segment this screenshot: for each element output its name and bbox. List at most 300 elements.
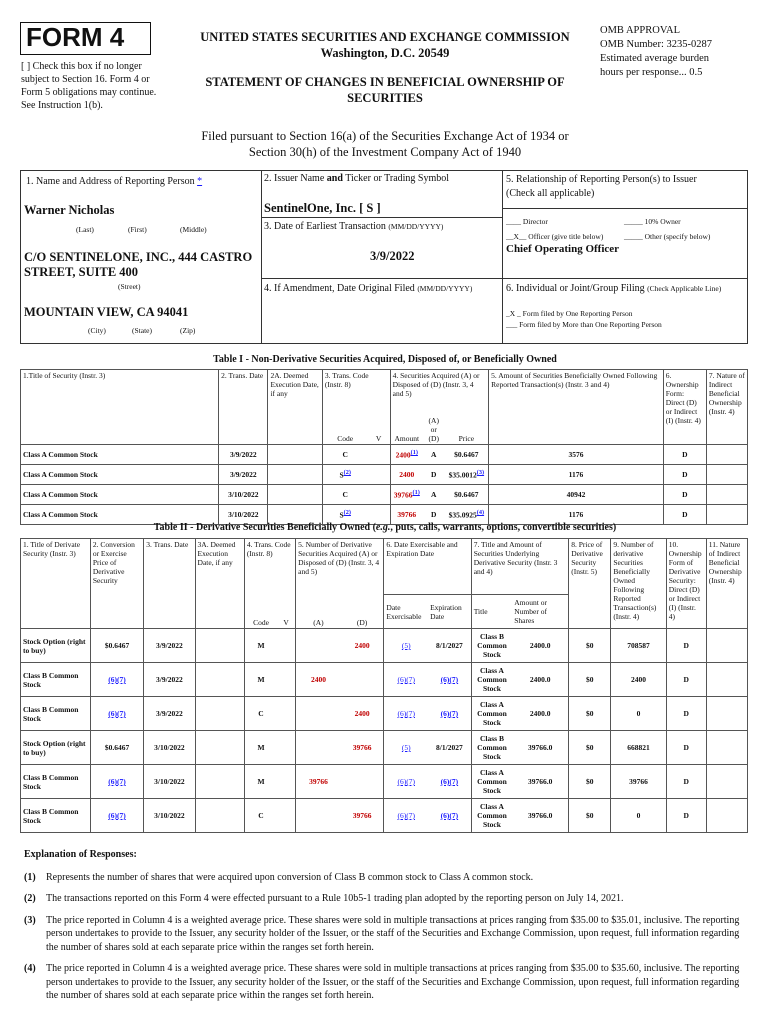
t1-subheader-code: Code <box>322 415 367 445</box>
t2-subheader-code: Code <box>244 595 277 629</box>
t2-cell-expiration <box>428 765 471 799</box>
sec-heading-line2: Washington, D.C. 20549 <box>320 46 450 60</box>
t1-header-date: 2. Trans. Date <box>219 370 268 445</box>
t2-cell-expiration <box>428 629 471 663</box>
t2-cell-date: 3/10/2022 <box>144 765 195 799</box>
box4-label <box>264 283 472 294</box>
footnote-number: (2) <box>24 893 36 904</box>
table1-row <box>21 484 748 504</box>
t2-cell-form: D <box>666 629 706 663</box>
earliest-transaction-date: 3/9/2022 <box>370 249 415 263</box>
t2-cell-nature <box>706 697 747 731</box>
t2-cell-v <box>277 663 295 697</box>
table2-row <box>21 663 748 697</box>
t1-amount-value: 39766 <box>397 509 417 519</box>
box3-label-small: (MM/DD/YYYY) <box>388 222 444 231</box>
t2-cell-date: 3/9/2022 <box>144 629 195 663</box>
t2-expiration-footnote-link[interactable]: (6)(7) <box>440 811 459 820</box>
t1-cell-code <box>322 444 367 464</box>
t1-cell-code <box>322 504 367 524</box>
t2-cell-deemed <box>195 697 244 731</box>
t2-cell-form: D <box>666 663 706 697</box>
t2-cell-conversion <box>90 731 143 765</box>
t1-cell-form: D <box>663 484 706 504</box>
ten-percent-owner-option: _____ 10% Owner <box>624 217 681 226</box>
t2-cell-deemed <box>195 799 244 833</box>
t2-cell-date: 3/9/2022 <box>144 663 195 697</box>
t2-expiration-footnote-link[interactable]: (6)(7) <box>440 777 459 786</box>
explanation-of-responses <box>24 848 748 1011</box>
t2-conversion-footnote-link[interactable]: (6)(7) <box>108 709 126 718</box>
t2-exercisable-footnote-link[interactable]: (5) <box>401 641 411 650</box>
t1-cell-nature <box>706 444 747 464</box>
t1-cell-amount <box>390 444 423 464</box>
t2-subheader-title: Title <box>471 595 512 629</box>
table1-title: Table I - Non-Derivative Securities Acquired, Disposed of, or Beneficially Owned <box>213 354 557 365</box>
t2-exercisable-footnote-link[interactable]: (6)(7) <box>397 811 415 820</box>
t1-cell-date: 3/10/2022 <box>219 504 268 524</box>
t2-cell-deemed <box>195 731 244 765</box>
t2-conversion-footnote-link[interactable]: (6)(7) <box>108 777 126 786</box>
t1-subheader-v: V <box>368 415 391 445</box>
t1-price-footnote-link[interactable]: (4) <box>476 509 485 517</box>
t1-cell-v <box>368 444 391 464</box>
t2-header-owned: 9. Number of derivative Securities Beneficially Owned Following Reported Transaction(s) (Instr. 4) <box>611 539 666 629</box>
t2-exercisable-footnote-link[interactable]: (5) <box>401 743 411 752</box>
t2-cell-underlying-amount: 2400.0 <box>512 663 568 697</box>
t2-cell-title: Class B Common Stock <box>21 765 91 799</box>
t2-cell-nature <box>706 731 747 765</box>
t2-cell-v <box>277 799 295 833</box>
t2-cell-form: D <box>666 697 706 731</box>
t1-cell-title: Class A Common Stock <box>21 484 219 504</box>
director-option: ____ Director <box>506 217 548 226</box>
grid-line <box>747 170 748 343</box>
t2-header-nature: 11. Nature of Indirect Beneficial Ownership (Instr. 4) <box>706 539 747 629</box>
t2-cell-date: 3/10/2022 <box>144 799 195 833</box>
t2-cell-exercisable <box>384 629 428 663</box>
form-title: FORM 4 <box>26 22 125 52</box>
street-label: (Street) <box>118 282 141 291</box>
t2-cell-exercisable <box>384 697 428 731</box>
t2-cell-price: $0 <box>569 731 611 765</box>
t2-cell-a <box>296 629 341 663</box>
t2-cell-expiration <box>428 697 471 731</box>
t2-header-ownership: 10. Ownership Form of Derivative Security: Direct (D) or Indirect (I) (Instr. 4) <box>666 539 706 629</box>
table2-title-post: , puts, calls, warrants, options, convertible securities) <box>390 522 617 533</box>
t2-cell-title: Stock Option (right to buy) <box>21 731 91 765</box>
t1-code-value: C <box>342 489 348 499</box>
t2-header-title: 1. Title of Derivate Security (Instr. 3) <box>21 539 91 629</box>
box1-label <box>26 176 202 187</box>
omb-burden-line1: Estimated average burden <box>600 53 710 64</box>
t2-cell-price: $0 <box>569 799 611 833</box>
box5-label-line2: (Check all applicable) <box>506 188 595 199</box>
t2-expiration-footnote-link[interactable]: (6)(7) <box>440 709 459 718</box>
t2-cell-title: Class B Common Stock <box>21 697 91 731</box>
table2-title-eg: e.g. <box>375 522 391 533</box>
t2-cell-d: 2400 <box>341 697 384 731</box>
t1-header-deemed: 2A. Deemed Execution Date, if any <box>268 370 322 445</box>
table1 <box>20 369 748 525</box>
t2-conversion-value: $0.6467 <box>104 641 130 650</box>
t1-cell-aord: D <box>423 464 445 484</box>
t2-subheader-expiration: Expiration Date <box>428 595 471 629</box>
grid-line <box>502 170 503 343</box>
t2-conversion-footnote-link[interactable]: (6)(7) <box>108 811 126 820</box>
box6-label-small: (Check Applicable Line) <box>647 284 722 293</box>
t2-exercisable-footnote-link[interactable]: (6)(7) <box>397 709 415 718</box>
t2-expiration-value: 8/1/2027 <box>436 743 463 752</box>
check-box-note: [ ] Check this box if no longer subject to Section 16. Form 4 or Form 5 obligations may continue. See Instruction 1(b). <box>21 61 157 111</box>
t2-cell-v <box>277 765 295 799</box>
t1-cell-form: D <box>663 464 706 484</box>
filed-line1: Filed pursuant to Section 16(a) of the Securities Exchange Act of 1934 or <box>201 129 569 143</box>
footnote-number: (3) <box>24 914 36 926</box>
t2-cell-v <box>277 731 295 765</box>
t1-header-title: 1.Title of Security (Instr. 3) <box>21 370 219 445</box>
other-option: _____ Other (specify below) <box>624 232 711 241</box>
t2-cell-expiration <box>428 731 471 765</box>
t2-cell-owned: 708587 <box>611 629 666 663</box>
t2-cell-underlying-amount: 39766.0 <box>512 799 568 833</box>
table2-row <box>21 629 748 663</box>
t2-cell-exercisable <box>384 663 428 697</box>
t2-cell-a <box>296 697 341 731</box>
t1-cell-code <box>322 484 367 504</box>
box4-label-small: (MM/DD/YYYY) <box>417 284 473 293</box>
t1-cell-amount <box>390 484 423 504</box>
table2-body <box>20 628 748 833</box>
t2-cell-date: 3/10/2022 <box>144 731 195 765</box>
city-label: (City) <box>88 326 106 335</box>
sec-heading <box>170 29 600 61</box>
t1-amount-footnote-link[interactable]: (1) <box>412 489 420 497</box>
t2-cell-owned: 0 <box>611 799 666 833</box>
t2-cell-title: Stock Option (right to buy) <box>21 629 91 663</box>
t2-header-price: 8. Price of Derivative Security (Instr. 5) <box>569 539 611 629</box>
officer-option: __X__ Officer (give title below) <box>506 232 604 241</box>
t1-cell-owned: 1176 <box>489 504 664 524</box>
issuer-name: SentinelOne, Inc. [ S ] <box>264 201 381 215</box>
t1-code-value: C <box>342 449 348 459</box>
t1-amount-value: 39766 <box>393 490 413 500</box>
t1-cell-nature <box>706 464 747 484</box>
t2-cell-owned: 668821 <box>611 731 666 765</box>
table2-row <box>21 697 748 731</box>
t2-cell-a: 2400 <box>296 663 341 697</box>
t2-expiration-value: 8/1/2027 <box>436 641 463 650</box>
t2-cell-form: D <box>666 765 706 799</box>
t2-exercisable-footnote-link[interactable]: (6)(7) <box>397 777 415 786</box>
table2-rows <box>21 629 748 833</box>
statement-title: STATEMENT OF CHANGES IN BENEFICIAL OWNERSHIP OF SECURITIES <box>205 75 565 105</box>
t2-cell-form: D <box>666 799 706 833</box>
t2-cell-code: C <box>244 697 277 731</box>
t1-price-value: $35.0925 <box>448 510 477 520</box>
box2-label-post: Ticker or Trading Symbol <box>342 173 450 184</box>
omb-approval <box>600 24 760 80</box>
t1-cell-amount <box>390 504 423 524</box>
reporting-person-name: Warner Nicholas <box>24 203 115 217</box>
t1-cell-deemed <box>268 444 322 464</box>
t2-cell-price: $0 <box>569 663 611 697</box>
t1-subheader-price: Price <box>445 415 489 445</box>
t1-cell-date: 3/9/2022 <box>219 444 268 464</box>
t1-cell-title: Class A Common Stock <box>21 504 219 524</box>
state-label: (State) <box>132 326 152 335</box>
t1-cell-owned: 3576 <box>489 444 664 464</box>
t2-cell-expiration <box>428 663 471 697</box>
t2-cell-a <box>296 731 341 765</box>
t2-cell-underlying-title: Class A Common Stock <box>471 799 512 833</box>
filed-pursuant <box>150 128 620 160</box>
t1-cell-code <box>322 464 367 484</box>
t1-cell-form: D <box>663 444 706 464</box>
t2-cell-nature <box>706 663 747 697</box>
table1-row <box>21 444 748 464</box>
t1-cell-nature <box>706 504 747 524</box>
t2-cell-d: 39766 <box>341 799 384 833</box>
box1-footnote-link[interactable]: * <box>197 176 203 187</box>
t1-code-value: S <box>339 510 344 520</box>
t2-header-code: 4. Trans. Code (Instr. 8) <box>244 539 295 595</box>
zip-label: (Zip) <box>180 326 196 335</box>
footnote-text: The price reported in Column 4 is a weighted average price. These shares were sold in multiple transactions at prices ranging from $35.00 to $35.60, inclusive. The reporting person undertakes to provide to the Issuer, any security holder of the Issuer, or the staff of the Securities and Exchange Commission, upon request, full information regarding the number of shares sold at each separate price within the ranges set forth herein. <box>46 963 740 1001</box>
table2-row <box>21 799 748 833</box>
t2-cell-conversion <box>90 629 143 663</box>
t2-cell-deemed <box>195 765 244 799</box>
grid-line <box>261 278 748 279</box>
t2-cell-underlying-title: Class B Common Stock <box>471 629 512 663</box>
t2-cell-code: M <box>244 629 277 663</box>
omb-burden-line2: hours per response... 0.5 <box>600 67 703 78</box>
t1-price-footnote-link[interactable]: (3) <box>476 469 485 477</box>
t2-cell-owned: 0 <box>611 697 666 731</box>
t2-cell-exercisable <box>384 799 428 833</box>
t2-cell-underlying-amount: 39766.0 <box>512 765 568 799</box>
t1-header-code: 3. Trans. Code (Instr. 8) <box>322 370 390 415</box>
t1-code-footnote-link[interactable]: (2) <box>343 469 351 477</box>
t2-cell-deemed <box>195 663 244 697</box>
table2 <box>20 538 748 629</box>
t2-cell-title: Class B Common Stock <box>21 799 91 833</box>
footnote-item <box>24 914 748 955</box>
t1-amount-footnote-link[interactable]: (1) <box>410 449 418 457</box>
t2-cell-conversion <box>90 663 143 697</box>
t2-cell-underlying-amount: 2400.0 <box>512 697 568 731</box>
filed-by-more-option: ___ Form filed by More than One Reporting Person <box>506 320 662 329</box>
box6-label-text: 6. Individual or Joint/Group Filing <box>506 283 645 294</box>
t1-cell-deemed <box>268 504 322 524</box>
city-state-zip: MOUNTAIN VIEW, CA 94041 <box>24 305 189 319</box>
t2-subheader-a: (A) <box>296 595 341 629</box>
table2-title <box>0 522 770 533</box>
t2-cell-exercisable <box>384 765 428 799</box>
t1-cell-owned: 1176 <box>489 464 664 484</box>
omb-title: OMB APPROVAL <box>600 25 681 36</box>
t2-cell-v <box>277 697 295 731</box>
box3-label-text: 3. Date of Earliest Transaction <box>264 221 386 232</box>
t2-cell-owned: 39766 <box>611 765 666 799</box>
box3-label <box>264 221 443 232</box>
t1-cell-amount <box>390 464 423 484</box>
t2-cell-date: 3/9/2022 <box>144 697 195 731</box>
last-label: (Last) <box>76 225 94 234</box>
t1-cell-v <box>368 504 391 524</box>
t1-subheader-amount: Amount <box>390 415 423 445</box>
footnote-number: (4) <box>24 963 36 974</box>
t1-price-value: $0.6467 <box>454 449 479 459</box>
t2-cell-underlying-amount: 39766.0 <box>512 731 568 765</box>
t2-cell-conversion <box>90 697 143 731</box>
footnote-text: Represents the number of shares that were acquired upon conversion of Class B common stock to Class A common stock. <box>46 871 534 883</box>
t2-cell-nature <box>706 765 747 799</box>
t1-cell-aord: A <box>423 444 445 464</box>
t2-cell-price: $0 <box>569 629 611 663</box>
middle-label: (Middle) <box>180 225 207 234</box>
t1-cell-price <box>445 484 489 504</box>
t2-cell-underlying-title: Class A Common Stock <box>471 697 512 731</box>
t2-cell-conversion <box>90 765 143 799</box>
t1-cell-deemed <box>268 484 322 504</box>
box2-label-pre: 2. Issuer Name <box>264 173 327 184</box>
t1-header-acquired: 4. Securities Acquired (A) or Disposed of (D) (Instr. 3, 4 and 5) <box>390 370 489 415</box>
t2-cell-deemed <box>195 629 244 663</box>
filed-by-one-option: _X _ Form filed by One Reporting Person <box>506 309 633 318</box>
t2-header-date: 3. Trans. Date <box>144 539 195 629</box>
table2-row <box>21 731 748 765</box>
officer-title: Chief Operating Officer <box>506 243 620 255</box>
t2-cell-underlying-title: Class A Common Stock <box>471 765 512 799</box>
explanations-title: Explanation of Responses: <box>24 849 137 860</box>
footnote-number: (1) <box>24 871 36 883</box>
t1-amount-value: 2400 <box>395 450 411 460</box>
footnote-text: The price reported in Column 4 is a weighted average price. These shares were sold in multiple transactions at prices ranging from $35.00 to $35.01, inclusive. The reporting person undertakes to provide to the Issuer, any security holder of the Issuer, or the staff of the Securities and Exchange Commission, upon request, full information regarding the number of shares sold at each separate price within the ranges set forth herein. <box>46 914 740 953</box>
grid-line <box>261 170 262 343</box>
t1-cell-title: Class A Common Stock <box>21 444 219 464</box>
t2-cell-expiration <box>428 799 471 833</box>
t2-cell-code: M <box>244 731 277 765</box>
t2-cell-d <box>341 663 384 697</box>
t1-subheader-aord: (A) or (D) <box>423 415 445 445</box>
t2-cell-code: M <box>244 765 277 799</box>
t1-cell-aord: A <box>423 484 445 504</box>
t2-cell-owned: 2400 <box>611 663 666 697</box>
t2-cell-d: 2400 <box>341 629 384 663</box>
table1-row <box>21 504 748 524</box>
t1-cell-nature <box>706 484 747 504</box>
t1-cell-price <box>445 504 489 524</box>
t2-header-number: 5. Number of Derivative Securities Acquired (A) or Disposed of (D) (Instr. 3, 4 and 5) <box>296 539 384 595</box>
t2-cell-price: $0 <box>569 765 611 799</box>
box1-label-text: 1. Name and Address of Reporting Person <box>26 176 195 187</box>
t1-code-value: S <box>339 470 344 480</box>
t1-cell-v <box>368 464 391 484</box>
t1-header-nature: 7. Nature of Indirect Beneficial Ownership (Instr. 4) <box>706 370 747 445</box>
t2-cell-code: M <box>244 663 277 697</box>
t1-cell-price <box>445 444 489 464</box>
t2-cell-nature <box>706 799 747 833</box>
t2-subheader-d: (D) <box>341 595 384 629</box>
t1-price-value: $35.0012 <box>448 470 477 480</box>
t2-header-underlying: 7. Title and Amount of Securities Underlying Derivative Security (Instr. 3 and 4) <box>471 539 569 595</box>
t2-cell-nature <box>706 629 747 663</box>
t2-header-conversion: 2. Conversion or Exercise Price of Derivative Security <box>90 539 143 629</box>
footnote-item <box>24 962 748 1003</box>
t2-cell-a: 39766 <box>296 765 341 799</box>
t2-expiration-footnote-link[interactable]: (6)(7) <box>440 675 459 684</box>
t2-subheader-date-exercisable: Date Exercisable <box>384 595 428 629</box>
t1-cell-date: 3/9/2022 <box>219 464 268 484</box>
grid-line <box>261 217 502 218</box>
street-address: C/O SENTINELONE, INC., 444 CASTRO STREET, SUITE 400 <box>24 250 253 279</box>
t2-cell-underlying-title: Class A Common Stock <box>471 663 512 697</box>
footnote-item <box>24 892 748 906</box>
t1-cell-v <box>368 484 391 504</box>
t1-code-footnote-link[interactable]: (2) <box>343 509 351 517</box>
box5-label-line1: 5. Relationship of Reporting Person(s) to Issuer <box>506 174 697 185</box>
grid-line <box>20 170 748 171</box>
first-label: (First) <box>128 225 147 234</box>
sec-heading-line1: UNITED STATES SECURITIES AND EXCHANGE COMMISSION <box>200 30 570 44</box>
t2-cell-d: 39766 <box>341 731 384 765</box>
box4-label-text: 4. If Amendment, Date Original Filed <box>264 283 415 294</box>
t2-subheader-v: V <box>277 595 295 629</box>
t2-cell-underlying-amount: 2400.0 <box>512 629 568 663</box>
omb-number: OMB Number: 3235-0287 <box>600 39 712 50</box>
t1-amount-value: 2400 <box>399 469 415 479</box>
box6-label <box>506 283 721 294</box>
t1-header-ownership: 6. Ownership Form: Direct (D) or Indirect (I) (Instr. 4) <box>663 370 706 445</box>
t1-cell-form: D <box>663 504 706 524</box>
t2-cell-v <box>277 629 295 663</box>
t1-header-amount-owned: 5. Amount of Securities Beneficially Owned Following Reported Transaction(s) (Instr. 3 and 4) <box>489 370 664 445</box>
t2-conversion-value: $0.6467 <box>104 743 130 752</box>
grid-line <box>502 208 747 209</box>
t2-header-deemed: 3A. Deemed Execution Date, if any <box>195 539 244 629</box>
box2-label-and: and <box>326 173 343 184</box>
table1-row <box>21 464 748 484</box>
t1-cell-date: 3/10/2022 <box>219 484 268 504</box>
t2-header-exercisable: 6. Date Exercisable and Expiration Date <box>384 539 471 595</box>
t1-cell-price <box>445 464 489 484</box>
t1-cell-aord: D <box>423 504 445 524</box>
table2-title-pre: Table II - Derivative Securities Beneficially Owned ( <box>153 522 376 533</box>
t2-exercisable-footnote-link[interactable]: (6)(7) <box>397 675 415 684</box>
t1-cell-title: Class A Common Stock <box>21 464 219 484</box>
grid-line <box>20 343 748 344</box>
t2-cell-conversion <box>90 799 143 833</box>
box2-label <box>264 173 449 184</box>
t1-price-value: $0.6467 <box>454 489 479 499</box>
t2-cell-price: $0 <box>569 697 611 731</box>
t2-cell-form: D <box>666 731 706 765</box>
footnote-text: The transactions reported on this Form 4 were effected pursuant to a Rule 10b5-1 trading plan adopted by the reporting person on July 14, 2021. <box>46 893 624 904</box>
t2-subheader-amount: Amount or Number of Shares <box>512 595 568 629</box>
t2-cell-d <box>341 765 384 799</box>
t2-cell-title: Class B Common Stock <box>21 663 91 697</box>
filed-line2: Section 30(h) of the Investment Company Act of 1940 <box>248 145 522 159</box>
t1-cell-owned: 40942 <box>489 484 664 504</box>
t2-conversion-footnote-link[interactable]: (6)(7) <box>108 675 126 684</box>
t2-cell-a <box>296 799 341 833</box>
table2-row <box>21 765 748 799</box>
grid-line <box>20 170 21 343</box>
t1-cell-deemed <box>268 464 322 484</box>
t2-cell-exercisable <box>384 731 428 765</box>
t2-cell-code: C <box>244 799 277 833</box>
